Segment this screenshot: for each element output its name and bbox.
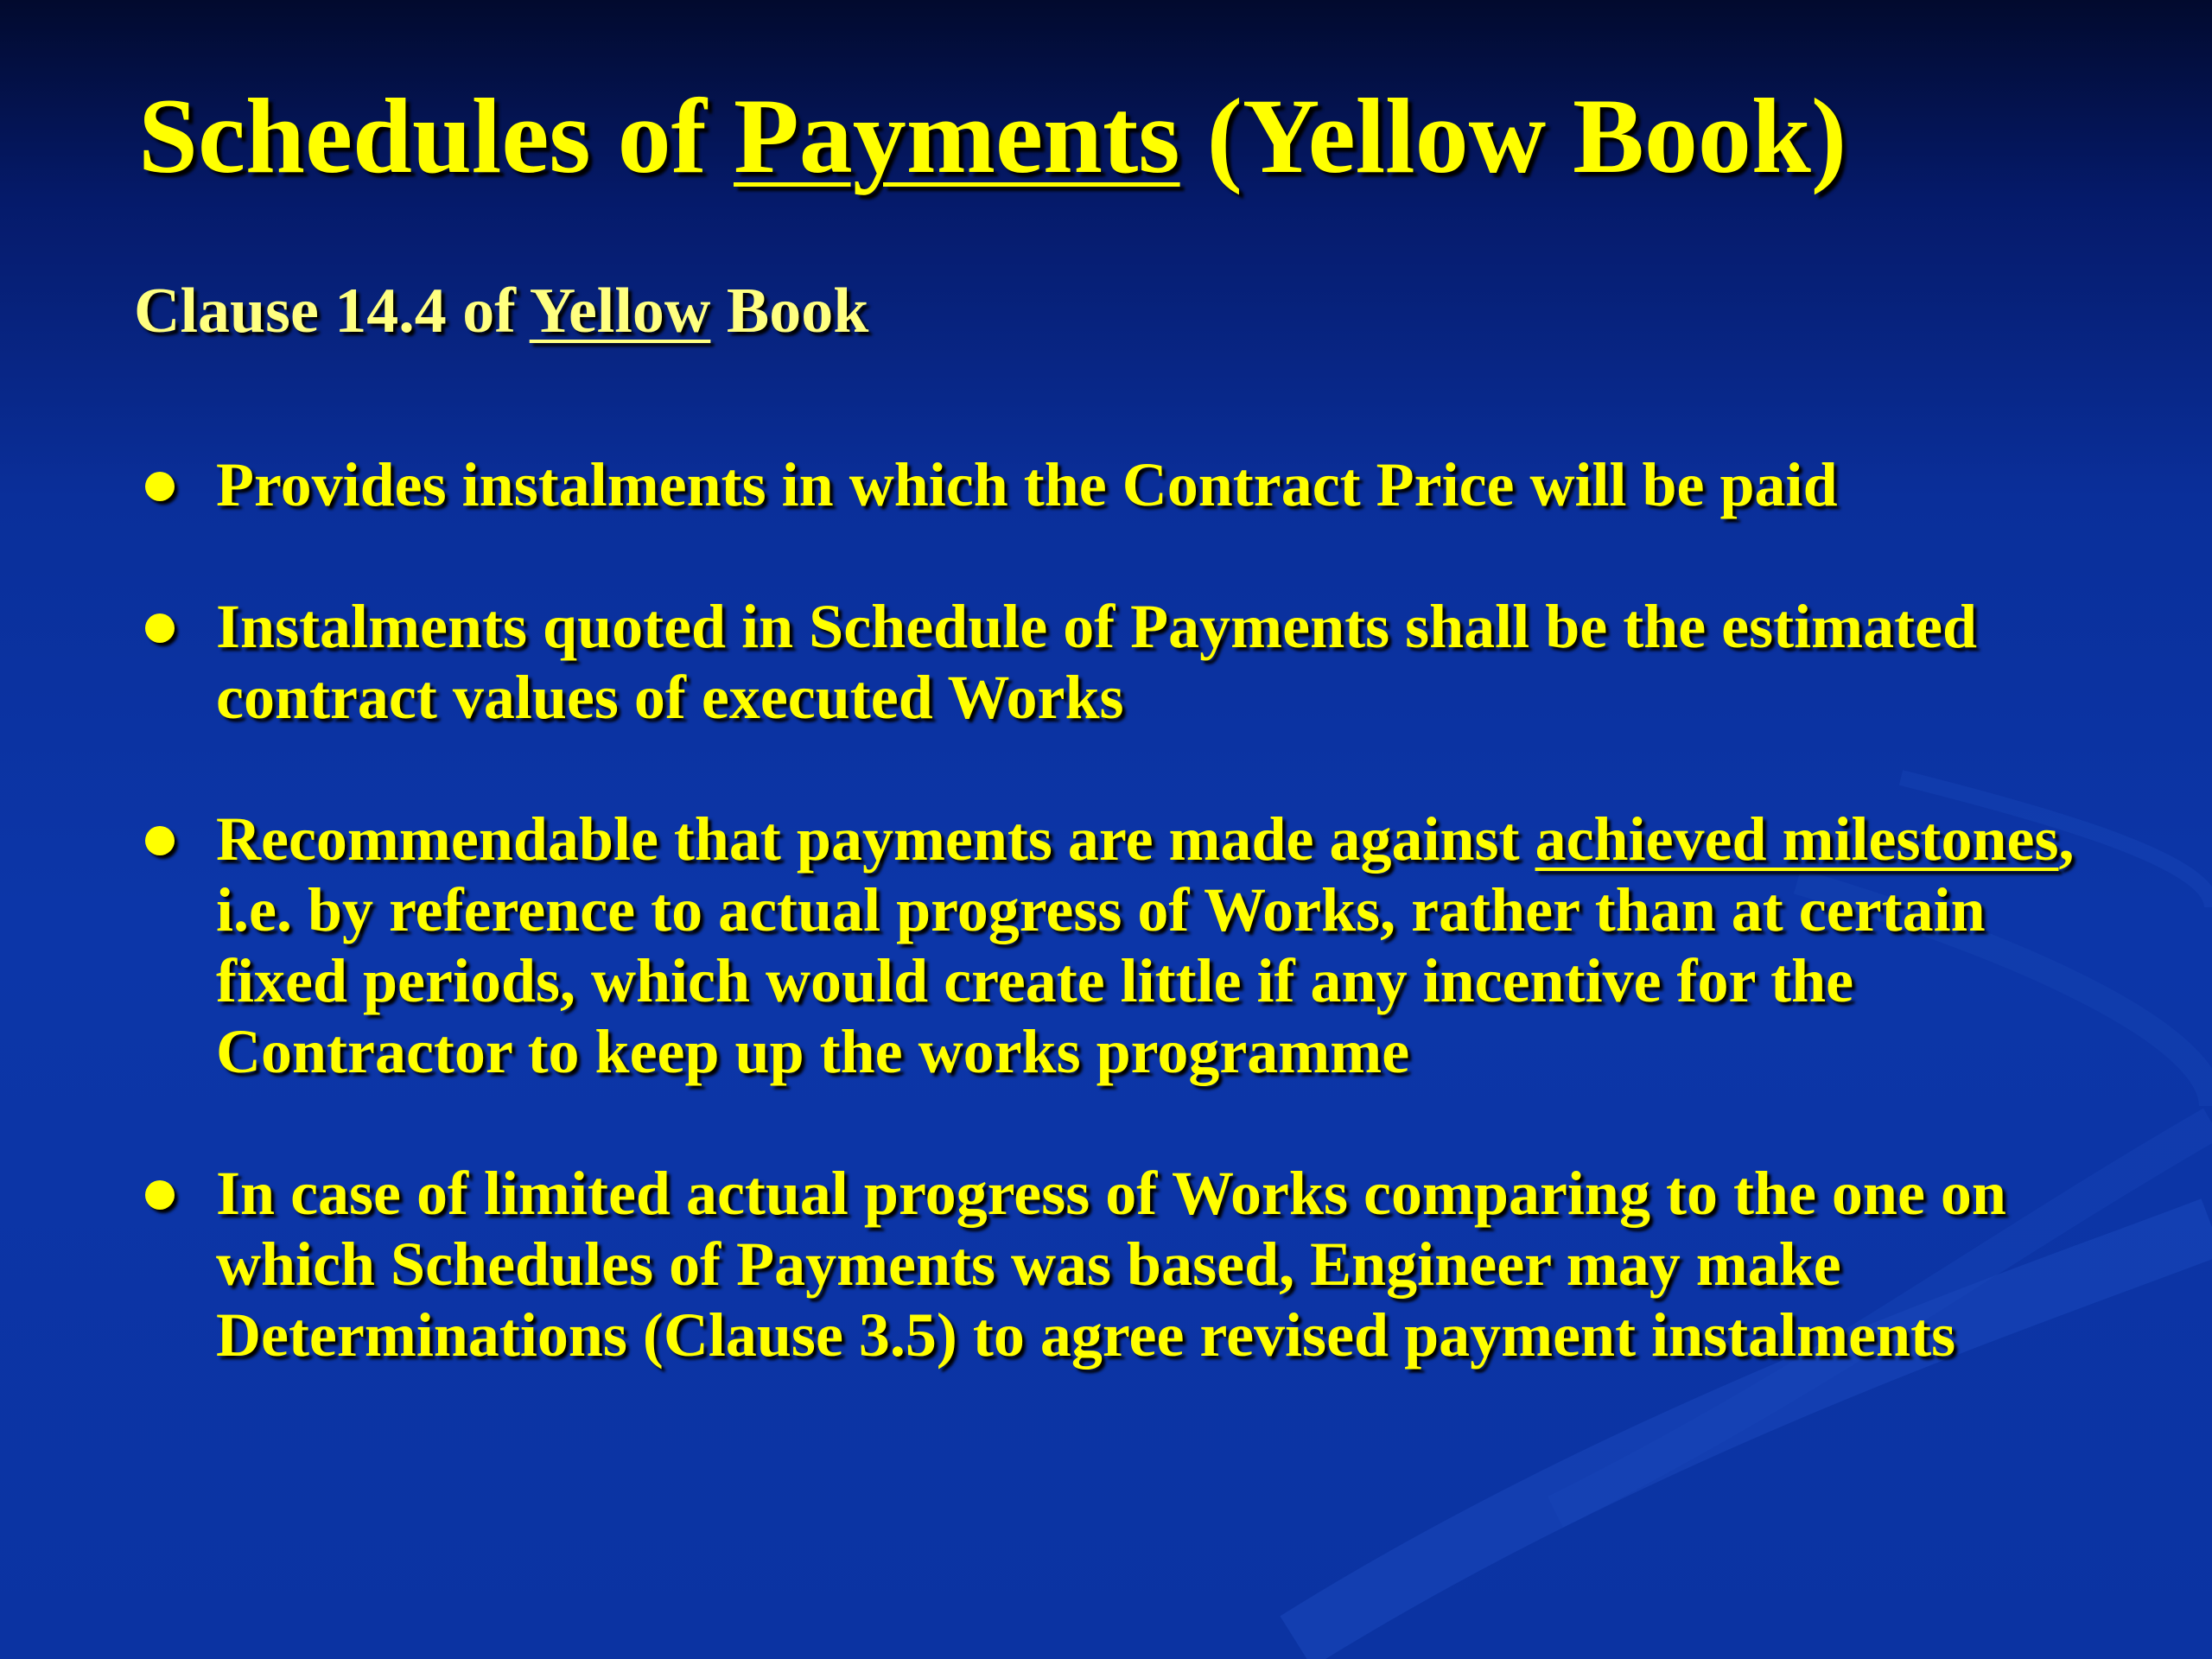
bullet-text: In case of limited actual progress of Works comparing to the one on which Schedules of Payments was based, Engineer may make Determinations (Clause 3.5) to agree revised payment instalments [216, 1159, 2006, 1370]
bullet-dot-icon [145, 472, 175, 501]
bullet-dot-icon [145, 826, 175, 855]
bullet-underlined-phrase: achieved milestones [1535, 804, 2059, 874]
bullet-text-after: , i.e. by reference to actual progress of Works, rather than at certain fixed periods, which would create little if any incentive for the Contractor to keep up the works programme [216, 804, 2075, 1086]
bullet-item [138, 804, 2091, 1087]
bullet-dot-icon [145, 1180, 175, 1210]
slide-subtitle [134, 275, 868, 348]
bullet-dot-icon [145, 613, 175, 643]
bullet-text: Instalments quoted in Schedule of Payments shall be the estimated contract values of executed Works [216, 592, 1978, 732]
title-underlined-word: Payments [733, 77, 1180, 195]
subtitle-underlined-word: Yellow [529, 276, 711, 346]
bullet-text-before: Recommendable that payments are made against [216, 804, 1535, 874]
bullet-text: Provides instalments in which the Contract Price will be paid [216, 450, 1838, 519]
subtitle-text-before: Clause 14.4 of [134, 276, 530, 346]
title-text-before: Schedules of [138, 77, 734, 195]
bullet-item [138, 591, 2091, 733]
bullet-item [138, 449, 2091, 520]
bullet-list [138, 449, 2091, 1370]
bullet-item [138, 1158, 2091, 1370]
subtitle-text-after: Book [710, 276, 869, 346]
title-text-after: (Yellow Book) [1179, 77, 1847, 195]
slide-title [138, 78, 2126, 195]
